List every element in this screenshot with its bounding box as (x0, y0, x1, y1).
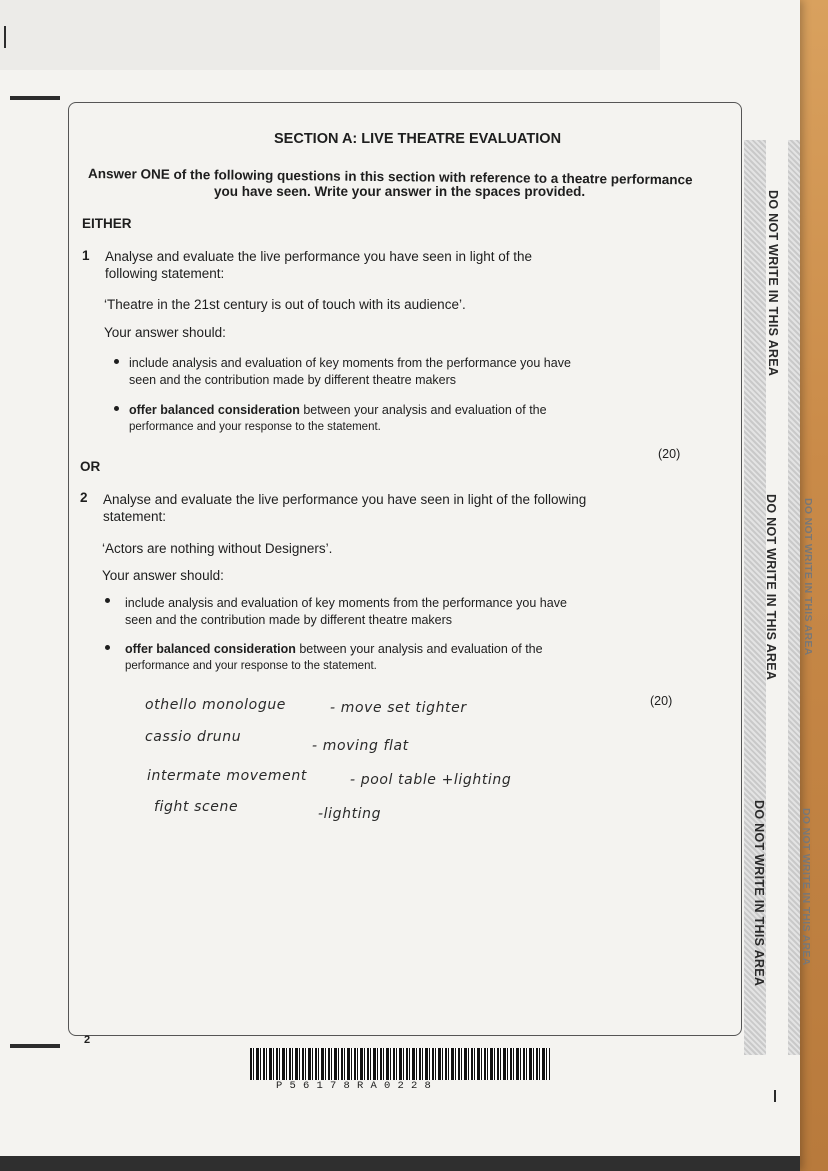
question-2-bullet-2-line-2: performance and your response to the statement. (125, 660, 377, 672)
barcode (250, 1048, 550, 1080)
question-2-bullet-2-bold: offer balanced consideration (125, 642, 296, 656)
barcode-text: P56178RA0228 (276, 1080, 439, 1092)
bullet-icon (114, 406, 119, 411)
registration-mark (4, 26, 6, 48)
either-label: EITHER (82, 216, 132, 231)
question-1-bullet-2-bold: offer balanced consideration (129, 403, 300, 417)
bullet-icon (105, 598, 110, 603)
bullet-icon (114, 359, 119, 364)
question-1-your-answer: Your answer should: (104, 325, 226, 340)
question-2-prompt-line-2: statement: (103, 509, 167, 524)
margin-notice-1: DO NOT WRITE IN THIS AREA (766, 190, 780, 377)
question-1-bullet-1-line-2: seen and the contribution made by different theatre makers (129, 373, 457, 387)
question-1-marks: (20) (658, 447, 681, 461)
margin-notice-outer-1: DO NOT WRITE IN THIS AREA (802, 498, 814, 656)
question-2-prompt-line-1: Analyse and evaluate the live performance you have seen in light of the following (103, 492, 587, 507)
section-title: SECTION A: LIVE THEATRE EVALUATION (274, 131, 562, 147)
question-2-number: 2 (80, 490, 88, 505)
question-1-statement: ‘Theatre in the 21st century is out of touch with its audience’. (104, 297, 466, 312)
question-1-number: 1 (82, 248, 90, 263)
question-1-bullet-1-line-1: include analysis and evaluation of key moments from the performance you have (129, 356, 571, 370)
margin-notice-outer-2: DO NOT WRITE IN THIS AREA (800, 808, 812, 966)
handwritten-note-3-left: intermate movement (147, 768, 307, 784)
end-mark (774, 1090, 776, 1102)
question-2-bullet-2-rest: between your analysis and evaluation of the (295, 642, 543, 656)
question-1-prompt-line-2: following statement: (105, 266, 225, 281)
handwritten-note-4-right: -lighting (318, 806, 382, 822)
handwritten-note-2-right: - moving flat (312, 738, 409, 754)
or-label: OR (80, 459, 101, 474)
handwritten-note-4-left: fight scene (154, 799, 239, 815)
question-2-bullet-2-line-1 (125, 642, 543, 656)
question-2-bullet-1-line-2: seen and the contribution made by different theatre makers (125, 613, 453, 627)
question-2-bullet-1-line-1: include analysis and evaluation of key moments from the performance you have (125, 596, 567, 610)
question-1-bullet-2-line-2: performance and your response to the statement. (129, 421, 381, 433)
handwritten-note-1-right: - move set tighter (330, 700, 467, 716)
question-2-marks: (20) (650, 694, 673, 708)
registration-tick-top (10, 96, 60, 100)
page-bottom-band (0, 1156, 800, 1171)
question-1-bullet-2-line-1 (129, 403, 547, 417)
bullet-icon (105, 645, 110, 650)
handwritten-note-3-right: - pool table +lighting (350, 772, 512, 788)
instructions-line-2: you have seen. Write your answer in the spaces provided. (214, 184, 586, 199)
question-1-bullet-2-rest: between your analysis and evaluation of the (299, 403, 547, 417)
instructions-line-1: Answer ONE of the following questions in this section with reference to a theatre performance (87, 166, 693, 188)
question-2-statement: ‘Actors are nothing without Designers’. (102, 541, 333, 556)
registration-tick-bottom (10, 1044, 60, 1048)
handwritten-note-2-left: cassio drunu (145, 729, 242, 745)
question-2-your-answer: Your answer should: (102, 568, 224, 583)
page-number: 2 (84, 1034, 91, 1046)
margin-notice-2: DO NOT WRITE IN THIS AREA (764, 494, 778, 681)
handwritten-note-1-left: othello monologue (145, 697, 287, 713)
margin-strip-outer (788, 140, 800, 1055)
margin-notice-3: DO NOT WRITE IN THIS AREA (752, 800, 766, 987)
page-top-area (0, 0, 660, 70)
question-1-prompt-line-1: Analyse and evaluate the live performance you have seen in light of the (105, 249, 533, 264)
